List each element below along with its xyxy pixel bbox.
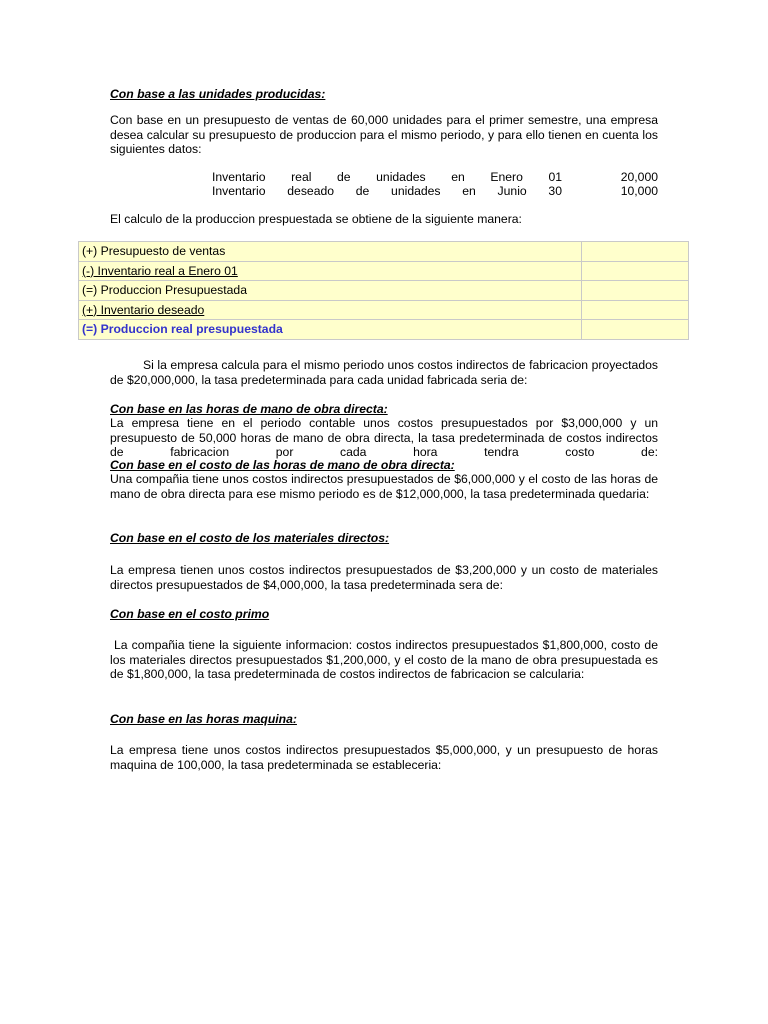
paragraph-unidades-producidas: Con base en un presupuesto de ventas de 60,000 unidades para el primer semestre, una empresa desea calcular su presupuesto de produccion para el mismo periodo, y para ello tienen en cuenta los siguientes datos:: [110, 113, 658, 157]
table-row-label: (=) Produccion Presupuestada: [79, 281, 582, 301]
production-calculation-table: [78, 241, 689, 340]
paragraph-costo-primo: La compañia tiene la siguiente informacion: costos indirectos presupuestados $1,800,000, costo de los materiales directos presupuestados $1,200,000, y el costo de la mano de obra presupuestada es de $1,800,000, la tasa predeterminada de costos indirectos de fabricacion se calcularia:: [110, 638, 658, 682]
heading-costo-horas-mano-obra: Con base en el costo de las horas de mano de obra directa:: [110, 458, 455, 472]
table-row: [79, 320, 689, 340]
table-row-amount: [582, 300, 689, 320]
data-row-value: 20,000: [620, 170, 658, 184]
heading-unidades-producidas: Con base a las unidades producidas:: [110, 87, 326, 101]
table-row-amount: [582, 242, 689, 262]
table-row-label: (+) Presupuesto de ventas: [79, 242, 582, 262]
paragraph-horas-mano-obra: La empresa tiene en el periodo contable unos costos presupuestados por $3,000,000 y un presupuesto de 50,000 horas de mano de obra directa, la tasa predeterminada de costos indirectos de fabricacion por cada hora tendra costo de:: [110, 416, 658, 460]
table-row-label: (=) Produccion real presupuestada: [79, 320, 582, 340]
table-row-amount: [582, 261, 689, 281]
data-row-label: Inventario real de unidades en Enero 01: [212, 170, 562, 184]
table-row-label: [79, 261, 582, 281]
heading-horas-maquina: Con base en las horas maquina:: [110, 712, 297, 726]
paragraph-horas-maquina: La empresa tiene unos costos indirectos presupuestados $5,000,000, y un presupuesto de horas maquina de 100,000, la tasa predeterminada se estableceria:: [110, 743, 658, 772]
table-row: [79, 242, 689, 262]
table-row-amount: [582, 320, 689, 340]
paragraph-materiales-directos: La empresa tienen unos costos indirectos presupuestados de $3,200,000 y un costo de materiales directos presupuestados de $4,000,000, la tasa predeterminada sera de:: [110, 563, 658, 592]
heading-costo-primo: Con base en el costo primo: [110, 607, 270, 621]
data-row-value: 10,000: [620, 184, 658, 198]
data-row-label: Inventario deseado de unidades en Junio 30: [212, 184, 562, 198]
table-row: [79, 261, 689, 281]
table-row-label-text: (+) Inventario deseado: [82, 302, 205, 317]
table-row: [79, 300, 689, 320]
table-row-label: [79, 300, 582, 320]
heading-horas-mano-obra: Con base en las horas de mano de obra directa:: [110, 402, 388, 416]
table-row-amount: [582, 281, 689, 301]
paragraph-costo-horas-mano-obra: Una compañia tiene unos costos indirectos presupuestados de $6,000,000 y el costo de las horas de mano de obra directa para ese mismo periodo es de $12,000,000, la tasa predeterminada quedaria:: [110, 472, 658, 501]
heading-materiales-directos: Con base en el costo de los materiales directos:: [110, 531, 390, 545]
table-row-label-text: (-) Inventario real a Enero 01: [82, 263, 238, 278]
calculation-intro: El calculo de la produccion prespuestada se obtiene de la siguiente manera:: [110, 212, 522, 226]
table-row: [79, 281, 689, 301]
paragraph-tasa-unidad: Si la empresa calcula para el mismo periodo unos costos indirectos de fabricacion proyectados de $20,000,000, la tasa predeterminada para cada unidad fabricada seria de:: [110, 358, 658, 387]
data-row-inventario-deseado: [212, 184, 658, 199]
data-row-inventario-real: [212, 170, 658, 185]
